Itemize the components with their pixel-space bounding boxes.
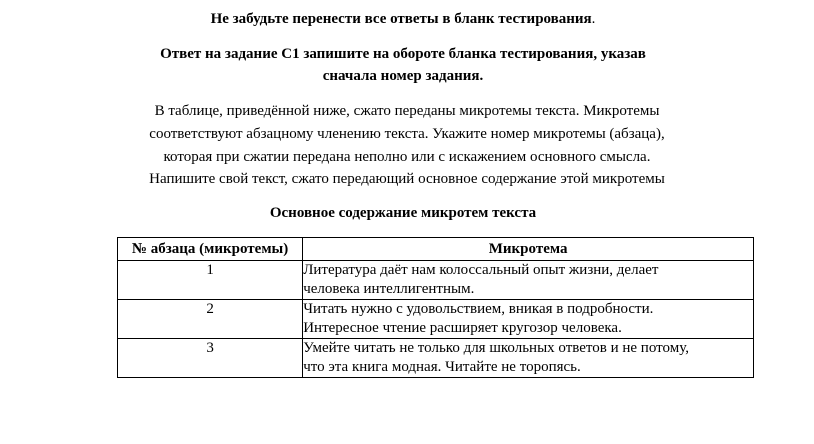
task-c1-line-2: сначала номер задания.: [322, 68, 484, 84]
microtopic-line-2: человека интеллигентным.: [303, 281, 475, 297]
microtopic-line-2: что эта книга модная. Читайте не торопясь.: [303, 359, 581, 375]
table-row: [118, 300, 754, 339]
paragraph-line-2: соответствуют абзацному членению текста. Укажите номер микротемы (абзаца),: [149, 126, 665, 142]
header-microtopic: Микротема: [303, 238, 754, 261]
row-microtopic-cell: [303, 339, 754, 378]
paragraph-line-1: В таблице, приведённой ниже, сжато переданы микротемы текста. Микротемы: [154, 103, 660, 119]
row-number-cell: 3: [118, 339, 303, 378]
instruction-end: .: [591, 11, 596, 27]
row-number-cell: 2: [118, 300, 303, 339]
table-header-row: [118, 238, 754, 261]
row-number-cell: 1: [118, 261, 303, 300]
microtopic-line-1: Умейте читать не только для школьных ответов и не потому,: [303, 340, 689, 356]
paragraph-line-3: которая при сжатии передана неполно или с искажением основного смысла.: [163, 149, 651, 165]
table-row: [118, 261, 754, 300]
microtopic-line-2: Интересное чтение расширяет кругозор человека.: [303, 320, 622, 336]
microtopic-line-1: Читать нужно с удовольствием, вникая в подробности.: [303, 301, 654, 317]
paragraph-line-4: Напишите свой текст, сжато передающий основное содержание этой микротемы: [149, 171, 665, 187]
task-c1-line-1: Ответ на задание С1 запишите на обороте бланка тестирования, указав: [160, 46, 646, 62]
instruction-text: Не забудьте перенести все ответы в бланк тестирования: [210, 11, 592, 27]
row-microtopic-cell: [303, 300, 754, 339]
table-caption: Основное содержание микротем текста: [269, 205, 537, 221]
microtopic-line-1: Литература даёт нам колоссальный опыт жизни, делает: [303, 262, 659, 278]
microtopics-table: [117, 237, 754, 378]
header-paragraph-number: № абзаца (микротемы): [118, 238, 303, 261]
instruction-line: [0, 9, 806, 29]
table-row: [118, 339, 754, 378]
row-microtopic-cell: [303, 261, 754, 300]
